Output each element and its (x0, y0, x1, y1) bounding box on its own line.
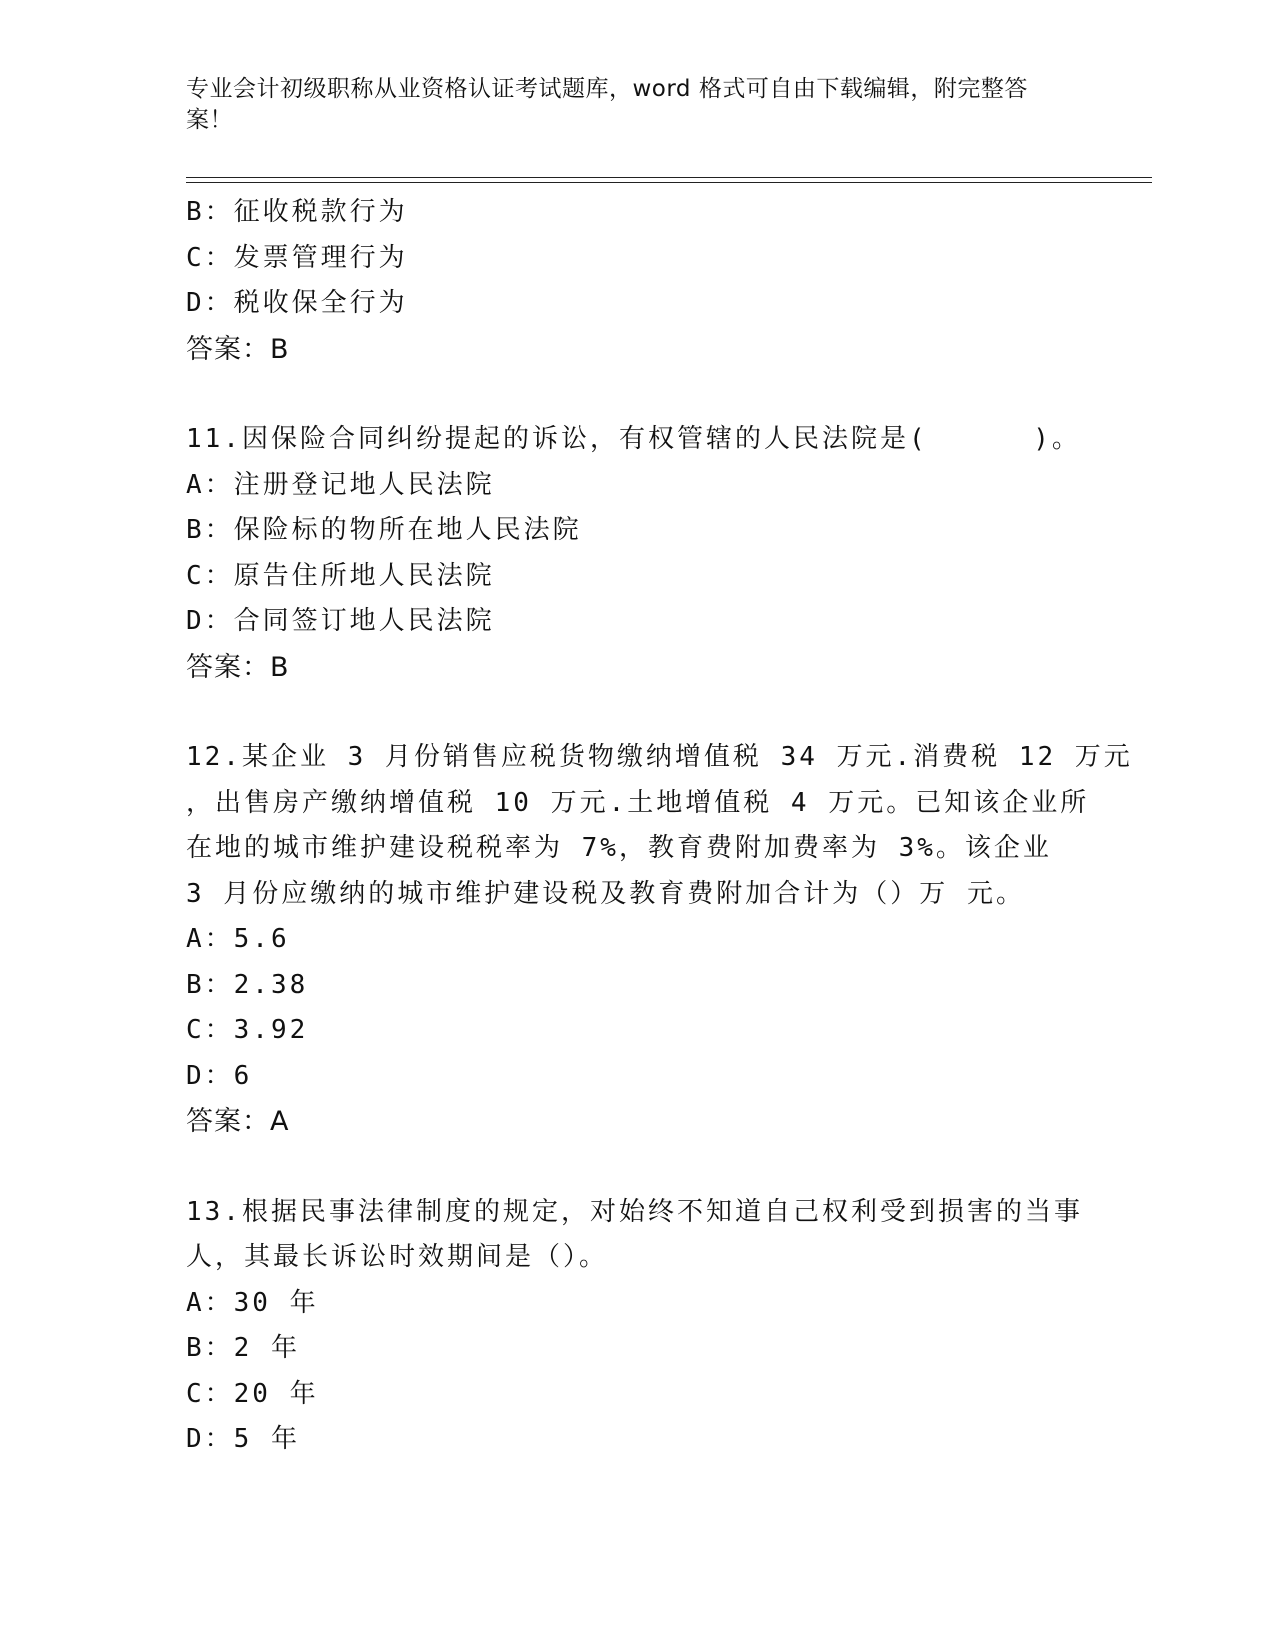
question-text-line-1: 12.某企业 3 月份销售应税货物缴纳增值税 34 万元.消费税 12 万元 (186, 742, 1133, 772)
spacer (186, 690, 1086, 735)
question-text-line-2: ，出售房产缴纳增值税 10 万元.土地增值税 4 万元。已知该企业所 (186, 787, 1090, 818)
question-10 (186, 190, 1086, 372)
answer: 答案：B (186, 333, 290, 365)
option-d: D：税收保全行为 (186, 288, 408, 318)
option-d: D：5 年 (186, 1424, 300, 1454)
option-c: C：发票管理行为 (186, 242, 408, 273)
option-c: C：20 年 (186, 1378, 319, 1409)
option-a: A：5.6 (186, 924, 290, 954)
header-line-2: 案！ (186, 107, 233, 133)
option-d: D：合同签订地人民法院 (186, 606, 495, 636)
question-text-line-1: 13.根据民事法律制度的规定，对始终不知道自己权利受到损害的当事 (186, 1196, 1083, 1227)
page-header (186, 74, 1066, 136)
option-c: C：3.92 (186, 1015, 309, 1045)
spacer (186, 1145, 1086, 1190)
option-b: B：2 年 (186, 1333, 300, 1363)
header-line-1: 专业会计初级职称从业资格认证考试题库，word 格式可自由下载编辑，附完整答 (186, 76, 1028, 102)
option-b: B：征收税款行为 (186, 197, 408, 227)
question-text-line-2: 人，其最长诉讼时效期间是（）。 (186, 1242, 609, 1272)
question-12 (186, 735, 1133, 1145)
option-c: C：原告住所地人民法院 (186, 560, 495, 591)
option-d: D：6 (186, 1060, 253, 1091)
option-b: B：2.38 (186, 969, 309, 1000)
question-text: 11.因保险合同纠纷提起的诉讼，有权管辖的人民法院是( )。 (186, 424, 1081, 454)
option-a: A：30 年 (186, 1287, 319, 1318)
answer: 答案：B (186, 651, 290, 683)
question-13 (186, 1190, 1086, 1463)
question-text-line-3: 在地的城市维护建设税税率为 7%，教育费附加费率为 3%。该企业 (186, 833, 1052, 863)
option-a: A：注册登记地人民法院 (186, 469, 495, 500)
header-divider-top (186, 177, 1152, 178)
answer: 答案：A (186, 1106, 290, 1137)
spacer (186, 372, 1086, 417)
question-11 (186, 417, 1086, 690)
header-divider-bottom (186, 182, 1152, 183)
question-text-line-4: 3 月份应缴纳的城市维护建设税及教育费附加合计为（）万 元。 (186, 878, 1025, 909)
option-b: B：保险标的物所在地人民法院 (186, 515, 582, 545)
question-list (186, 190, 1133, 1463)
